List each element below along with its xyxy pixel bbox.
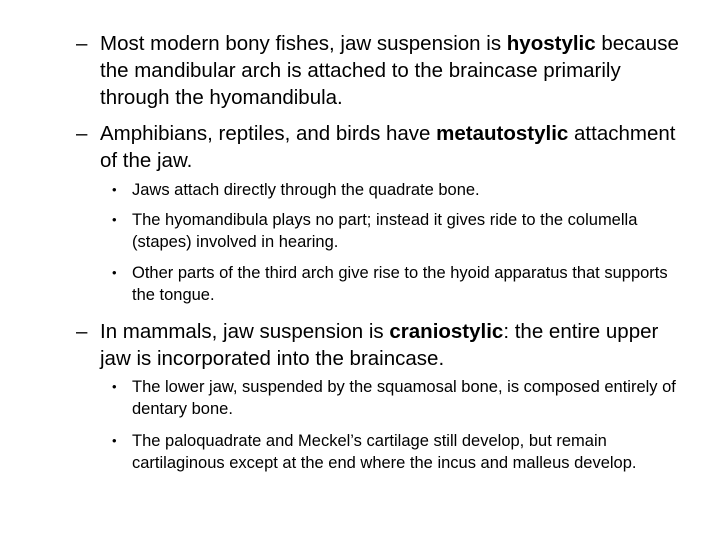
dash-marker: –: [76, 122, 88, 145]
bullet-metautostylic: [76, 120, 690, 174]
dash-marker: –: [76, 32, 88, 55]
subbullet-text: The lower jaw, suspended by the squamosal bone, is composed entirely of dentary bone.: [132, 378, 676, 418]
subbullet-text: Jaws attach directly through the quadrate bone.: [132, 181, 480, 199]
subbullet-meckels-cartilage: [112, 430, 692, 474]
subbullet-hyoid: [112, 262, 692, 306]
bullet-text: In mammals, jaw suspension is: [100, 320, 390, 343]
bullet-text: Amphibians, reptiles, and birds have: [100, 122, 437, 145]
bullet-text: Most modern bony fishes, jaw suspension is: [100, 32, 507, 55]
term-craniostylic: craniostylic: [389, 320, 504, 343]
subbullet-hyomandibula: [112, 209, 692, 253]
dot-marker: •: [112, 182, 117, 197]
dash-marker: –: [76, 320, 88, 343]
subbullet-text: The paloquadrate and Meckel’s cartilage still develop, but remain cartilaginous except at the end where the incus and malleus develop.: [132, 432, 637, 472]
subbullet-text: Other parts of the third arch give rise to the hyoid apparatus that supports the tongue.: [132, 264, 668, 304]
bullet-text: : the entire upper jaw is incorporated into the braincase.: [100, 320, 659, 370]
term-metautostylic: metautostylic: [436, 122, 569, 145]
subbullet-lower-jaw: [112, 376, 692, 420]
bullet-hyostylic: [76, 30, 690, 111]
term-hyostylic: hyostylic: [506, 32, 596, 55]
bullet-craniostylic: [76, 318, 690, 372]
dot-marker: •: [112, 265, 117, 280]
dot-marker: •: [112, 379, 117, 394]
bullet-text: because the mandibular arch is attached to the braincase primarily through the hyomandibula.: [100, 32, 679, 109]
dot-marker: •: [112, 212, 117, 227]
subbullet-quadrate: [112, 179, 692, 201]
bullet-text: attachment of the jaw.: [100, 122, 676, 172]
subbullet-text: The hyomandibula plays no part; instead it gives ride to the columella (stapes) involved in hearing.: [132, 211, 638, 251]
dot-marker: •: [112, 433, 117, 448]
